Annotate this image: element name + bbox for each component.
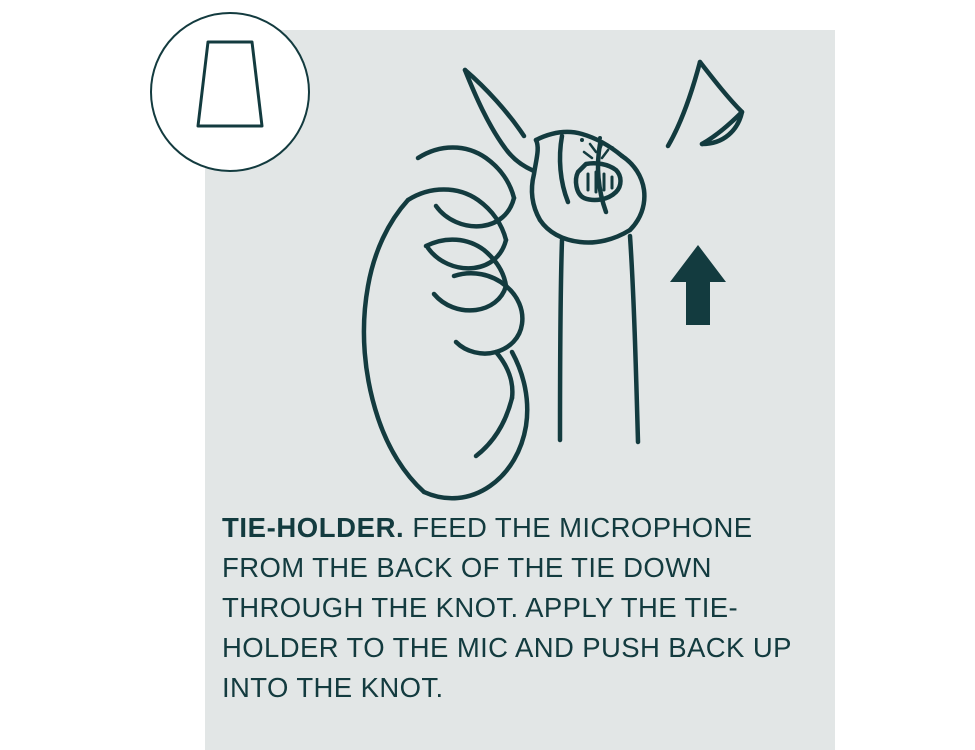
caption <box>222 508 822 708</box>
hand-outline-bottom <box>424 352 527 498</box>
knot-dot-2 <box>598 136 602 140</box>
knot-bottom-edge <box>540 220 630 243</box>
knot-dot-1 <box>580 138 584 142</box>
hand-index-bottom <box>436 198 514 226</box>
caption-body: FEED THE MICROPHONE FROM THE BACK OF THE TIE DOWN THROUGH THE KNOT. APPLY THE TIE-HOLDER TO THE MIC AND PUSH BACK UP INTO THE KNOT. <box>222 512 792 703</box>
hand-ring-bottom <box>434 286 506 310</box>
knot-right-edge <box>622 156 644 230</box>
collar-left-edge <box>465 70 534 171</box>
hand-middle-bottom <box>428 240 506 268</box>
hand-outline-left <box>364 200 424 492</box>
hand-knuckle-crease <box>476 398 512 456</box>
hand-thumb-edge <box>496 352 512 398</box>
collar-right-fold <box>700 62 742 144</box>
collar-left-fold <box>465 70 524 136</box>
tie-blade-left <box>560 240 562 440</box>
hand-middle-top <box>408 190 506 241</box>
knot-top-edge <box>536 132 622 156</box>
tie-holder-badge <box>150 12 310 172</box>
knot-left-edge <box>532 140 540 220</box>
tie-blade-right <box>630 236 638 442</box>
caption-lead: TIE-HOLDER. <box>222 512 405 543</box>
hand-thumb <box>454 273 522 353</box>
knot-fold-a <box>560 136 568 202</box>
knot-dot-3 <box>610 146 614 150</box>
tie-holder-clip-icon <box>152 14 308 170</box>
up-arrow-icon <box>670 245 726 325</box>
tie-knot-illustration <box>300 40 800 510</box>
collar-right-edge <box>668 62 700 146</box>
